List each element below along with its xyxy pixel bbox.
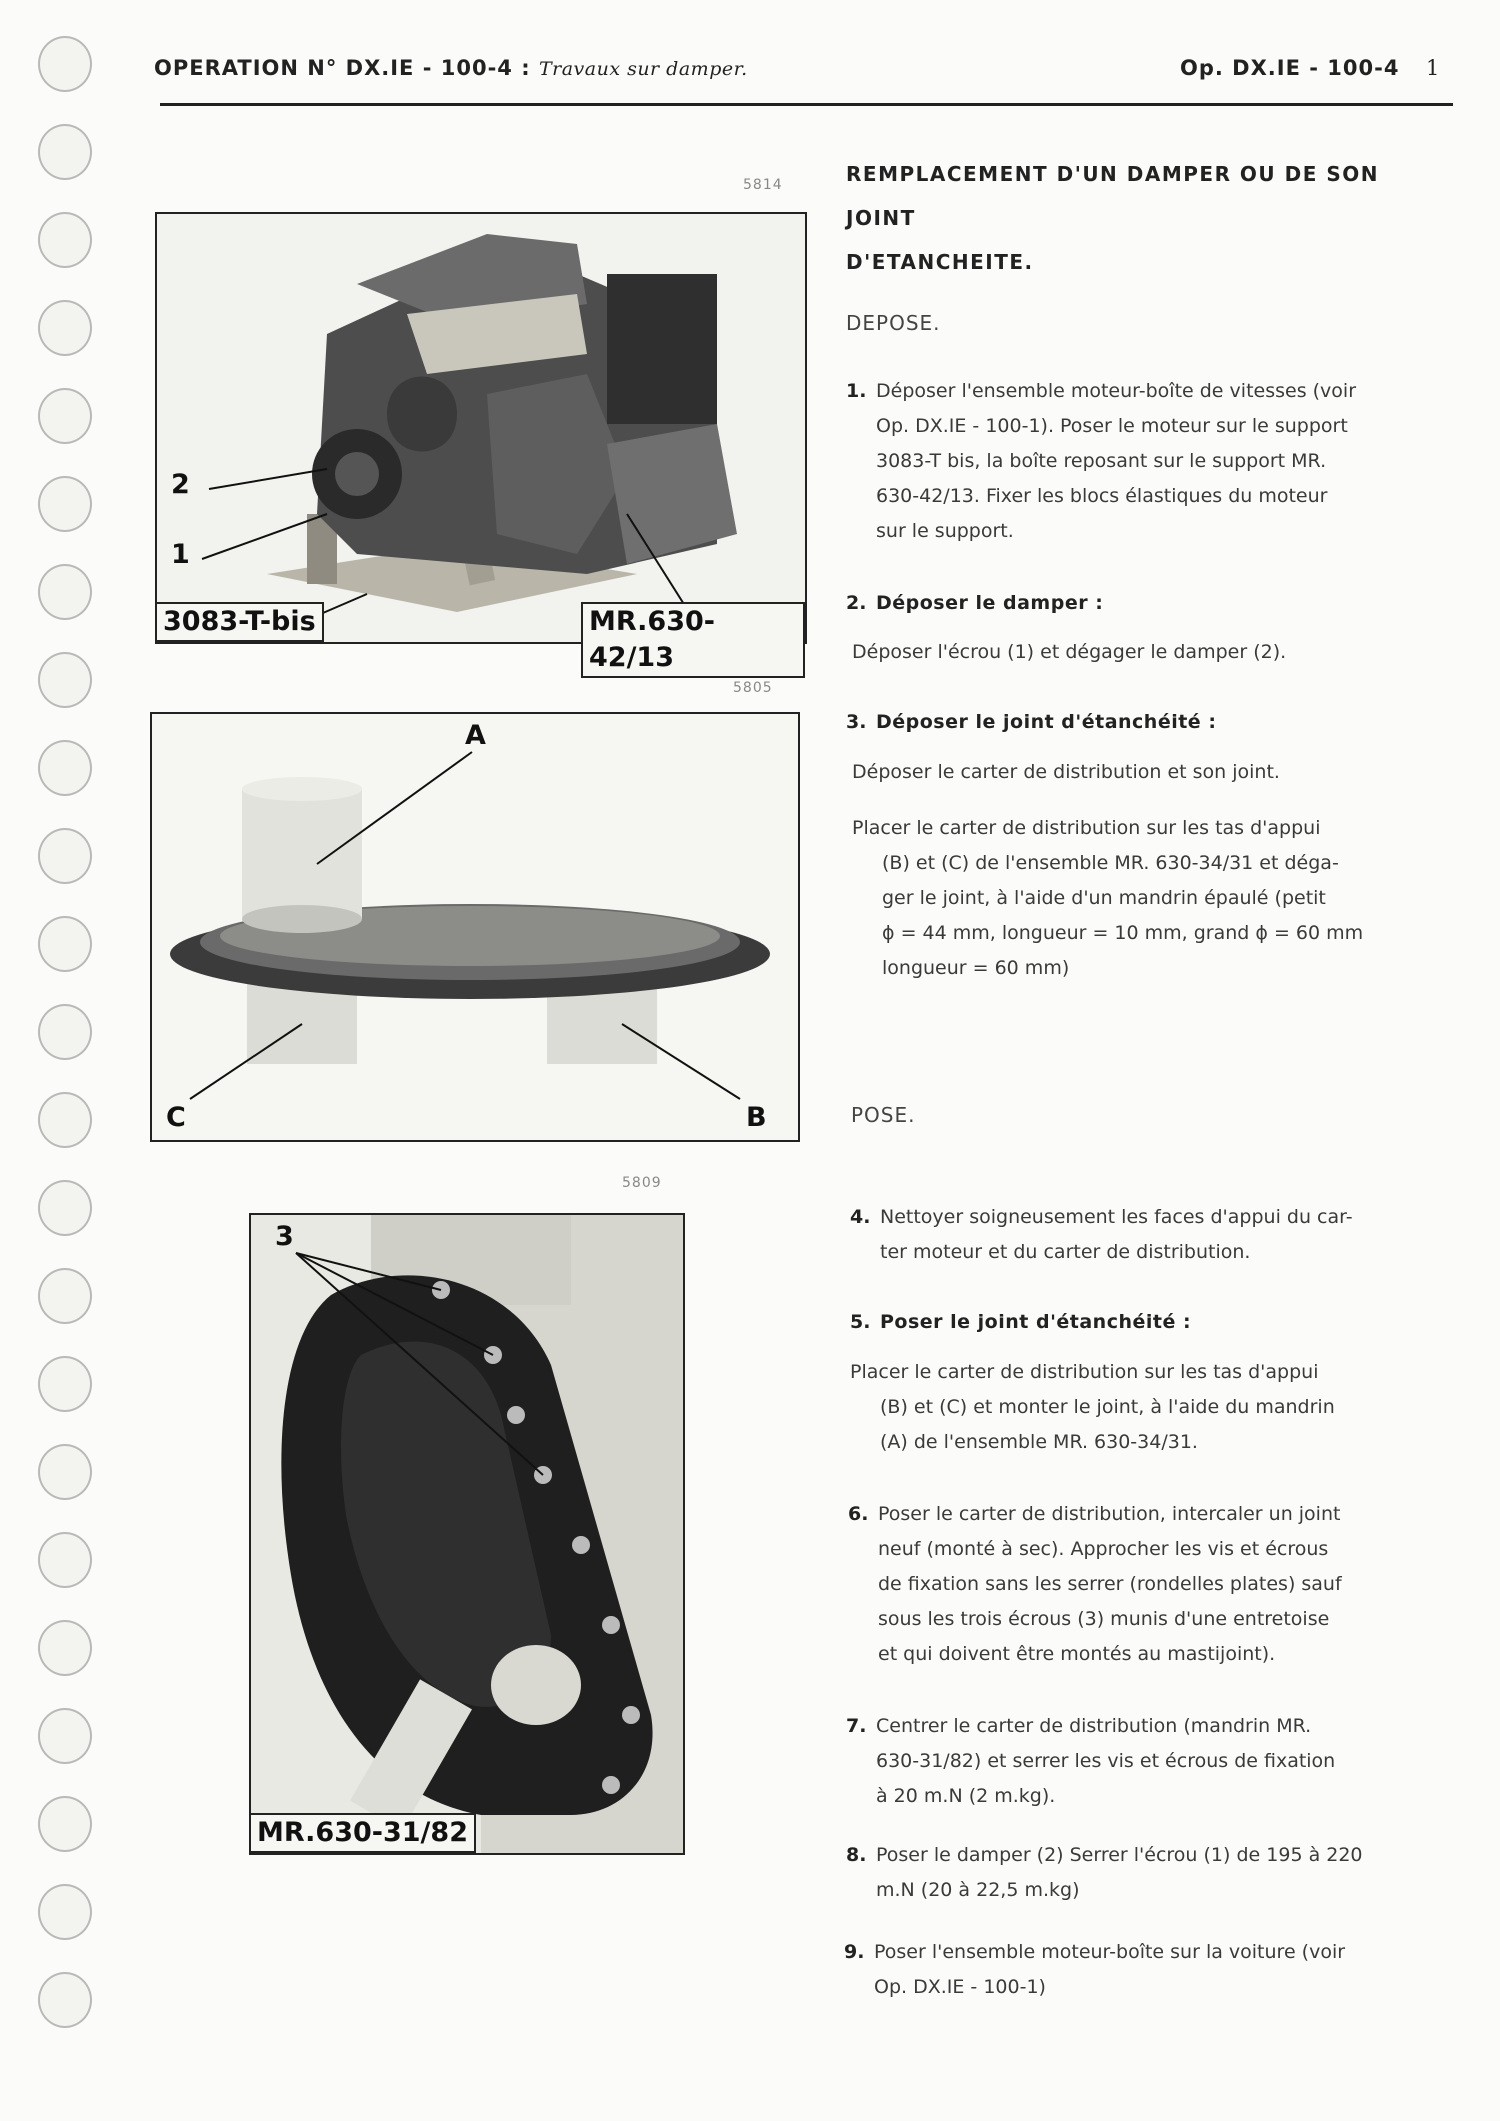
binder-hole [38, 1708, 92, 1764]
step-1-line: 3083-T bis, la boîte reposant sur le support MR. [876, 450, 1327, 472]
heading-pose: POSE. [851, 1103, 916, 1127]
step-3-line: Placer le carter de distribution sur les tas d'appui [852, 817, 1321, 839]
figure-number: 5809 [622, 1175, 662, 1191]
engine-photo [157, 214, 805, 642]
binder-hole [38, 1004, 92, 1060]
step-3-text-2 [852, 811, 1442, 986]
step-6-line: Poser le carter de distribution, intercaler un joint [878, 1503, 1341, 1525]
step-6-line: sous les trois écrous (3) munis d'une entretoise [878, 1608, 1330, 1630]
binder-hole [38, 1620, 92, 1676]
step-5 [850, 1305, 1450, 1340]
binder-hole [38, 1268, 92, 1324]
binder-hole [38, 1972, 92, 2028]
step-5-text [850, 1355, 1440, 1460]
step-number: 9. [844, 1941, 865, 1963]
step-3-line: longueur = 60 mm) [882, 957, 1070, 979]
step-6-line: et qui doivent être montés au mastijoint). [878, 1643, 1276, 1665]
binder-hole [38, 1180, 92, 1236]
title-line-2: D'ETANCHEITE. [846, 250, 1034, 274]
step-2 [846, 586, 1446, 621]
step-4-line: ter moteur et du carter de distribution. [880, 1241, 1251, 1263]
page-header [150, 52, 1450, 92]
binder-hole [38, 916, 92, 972]
step-number: 4. [850, 1206, 871, 1228]
timing-cover-photo [152, 714, 798, 1140]
step-5-line: (A) de l'ensemble MR. 630-34/31. [880, 1431, 1198, 1453]
step-8-line: m.N (20 à 22,5 m.kg) [876, 1879, 1080, 1901]
step-7-line: Centrer le carter de distribution (mandrin MR. [876, 1715, 1312, 1737]
step-1-line: 630-42/13. Fixer les blocs élastiques du moteur [876, 485, 1328, 507]
figure-number: 5814 [743, 177, 783, 193]
binder-holes [38, 36, 98, 2116]
callout-C: C [166, 1102, 186, 1133]
tool-label-3083: 3083-T-bis [155, 602, 324, 642]
step-8-line: Poser le damper (2) Serrer l'écrou (1) de 195 à 220 [876, 1844, 1363, 1866]
step-9-line: Poser l'ensemble moteur-boîte sur la voiture (voir [874, 1941, 1346, 1963]
step-2-text: Déposer l'écrou (1) et dégager le damper (2). [852, 641, 1287, 663]
callout-A: A [465, 720, 486, 751]
step-5-line: (B) et (C) et monter le joint, à l'aide du mandrin [880, 1396, 1335, 1418]
header-rule [160, 103, 1453, 106]
step-3-title: Déposer le joint d'étanchéité : [876, 711, 1217, 733]
figure-engine-on-supports [155, 212, 807, 673]
step-6-line: de fixation sans les serrer (rondelles plates) sauf [878, 1573, 1342, 1595]
binder-hole [38, 1092, 92, 1148]
callout-3: 3 [275, 1221, 294, 1252]
step-1-line: Déposer l'ensemble moteur-boîte de vitesses (voir [876, 380, 1357, 402]
step-4-line: Nettoyer soigneusement les faces d'appui du car- [880, 1206, 1353, 1228]
step-number: 8. [846, 1844, 867, 1866]
page-number: 1 [1426, 56, 1441, 80]
binder-hole [38, 1356, 92, 1412]
step-9-line: Op. DX.IE - 100-1) [874, 1976, 1046, 1998]
binder-hole [38, 740, 92, 796]
binder-hole [38, 212, 92, 268]
step-2-title: Déposer le damper : [876, 592, 1104, 614]
binder-hole [38, 1444, 92, 1500]
binder-hole [38, 652, 92, 708]
step-6-line: neuf (monté à sec). Approcher les vis et écrous [878, 1538, 1329, 1560]
step-4 [850, 1200, 1450, 1270]
callout-1: 1 [171, 539, 190, 570]
binder-hole [38, 476, 92, 532]
step-1-line: Op. DX.IE - 100-1). Poser le moteur sur le support [876, 415, 1348, 437]
operation-number: OPERATION N° DX.IE - 100-4 : [154, 56, 531, 80]
figure-timing-cover-fitted [249, 1213, 685, 1855]
operation-subject: Travaux sur damper. [538, 58, 748, 80]
step-number: 5. [850, 1311, 871, 1333]
binder-hole [38, 828, 92, 884]
step-3-text-1: Déposer le carter de distribution et son joint. [852, 761, 1280, 783]
callout-2: 2 [171, 469, 190, 500]
binder-hole [38, 36, 92, 92]
section-title [846, 152, 1446, 284]
binder-hole [38, 300, 92, 356]
timing-cover-fitted-photo [251, 1215, 683, 1853]
operation-ref: Op. DX.IE - 100-4 [1180, 56, 1400, 80]
step-3-line: ϕ = 44 mm, longueur = 10 mm, grand ϕ = 60 mm [882, 922, 1364, 944]
step-7-line: 630-31/82) et serrer les vis et écrous de fixation [876, 1750, 1336, 1772]
step-6 [848, 1497, 1448, 1672]
binder-hole [38, 388, 92, 444]
step-9 [844, 1935, 1444, 2005]
step-3 [846, 705, 1446, 740]
binder-hole [38, 1796, 92, 1852]
callout-B: B [746, 1102, 767, 1133]
tool-label-mr630-42: MR.630-42/13 [581, 602, 805, 678]
binder-hole [38, 1884, 92, 1940]
binder-hole [38, 124, 92, 180]
header-operation [154, 56, 748, 80]
step-number: 2. [846, 592, 867, 614]
binder-hole [38, 564, 92, 620]
step-1-line: sur le support. [876, 520, 1014, 542]
title-line-1: REMPLACEMENT D'UN DAMPER OU DE SON JOINT [846, 162, 1380, 230]
step-7 [846, 1709, 1446, 1814]
tool-label-mr630-31: MR.630-31/82 [249, 1813, 476, 1853]
heading-depose: DEPOSE. [846, 311, 941, 335]
step-number: 7. [846, 1715, 867, 1737]
step-7-line: à 20 m.N (2 m.kg). [876, 1785, 1056, 1807]
step-1 [846, 374, 1446, 549]
step-number: 1. [846, 380, 867, 402]
step-3-line: ger le joint, à l'aide d'un mandrin épaulé (petit [882, 887, 1326, 909]
step-number: 6. [848, 1503, 869, 1525]
step-5-title: Poser le joint d'étanchéité : [880, 1311, 1192, 1333]
figure-timing-cover-support [150, 712, 800, 1142]
step-3-line: (B) et (C) de l'ensemble MR. 630-34/31 et déga- [882, 852, 1339, 874]
figure-number: 5805 [733, 680, 773, 696]
step-number: 3. [846, 711, 867, 733]
step-8 [846, 1838, 1446, 1908]
step-5-line: Placer le carter de distribution sur les tas d'appui [850, 1361, 1319, 1383]
binder-hole [38, 1532, 92, 1588]
